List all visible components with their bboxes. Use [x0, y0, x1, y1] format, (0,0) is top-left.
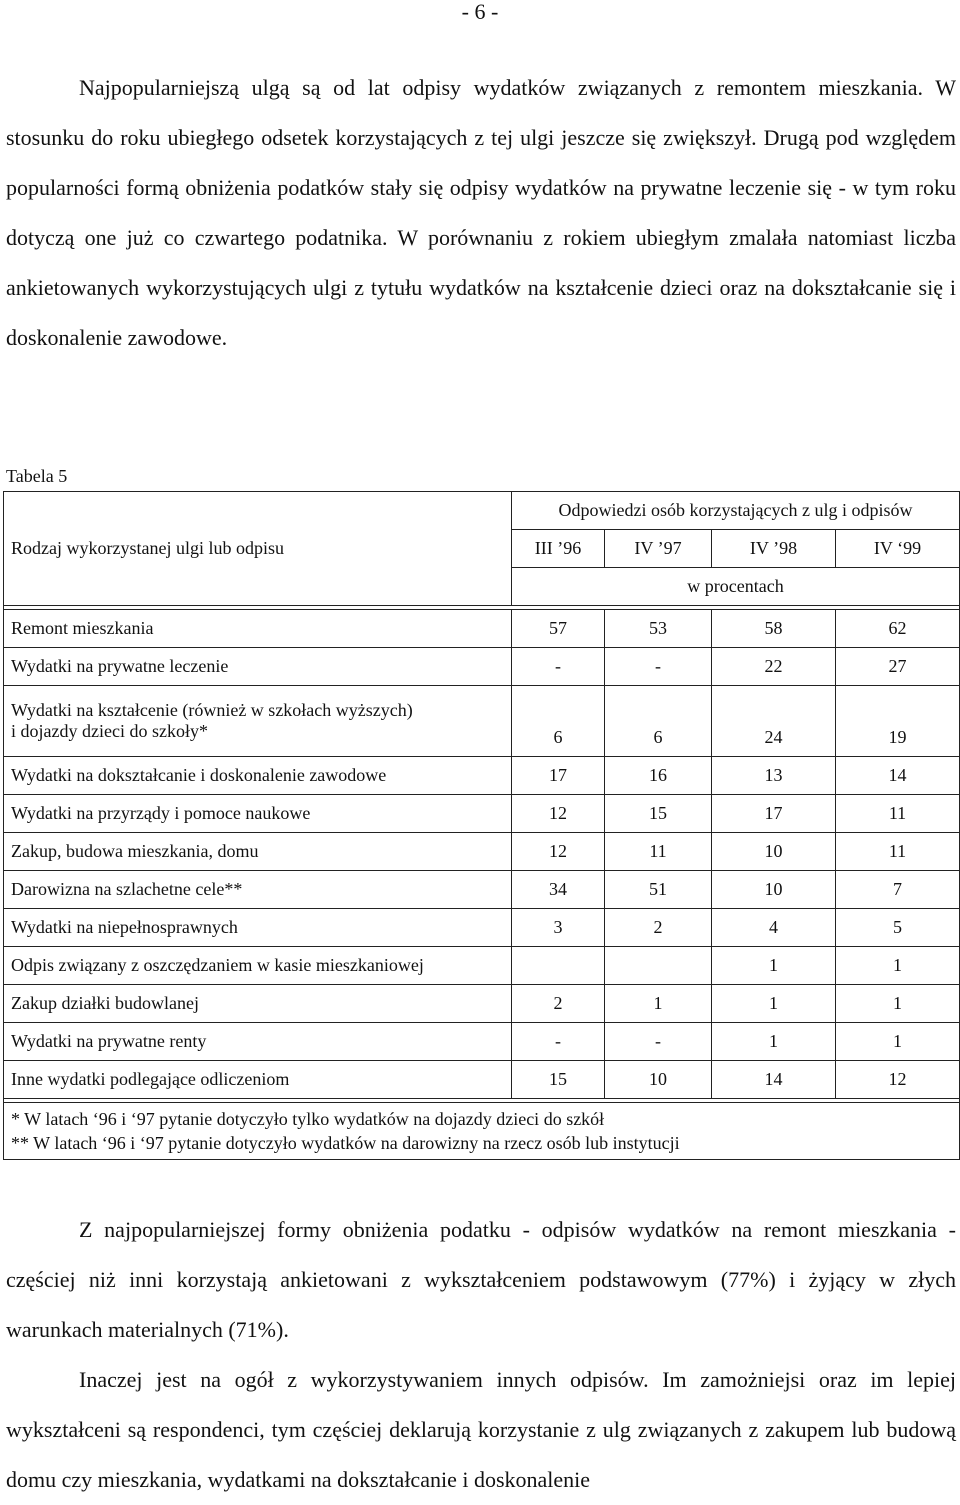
- cell-value: 62: [836, 610, 960, 648]
- table-header-row-1: [4, 492, 960, 530]
- table-row: [4, 686, 960, 757]
- table-row: [4, 833, 960, 871]
- cell-value: 17: [712, 795, 836, 833]
- cell-value: 6: [605, 686, 712, 757]
- cell-value: 27: [836, 648, 960, 686]
- paragraph-other-deductions: [6, 1355, 956, 1505]
- cell-value: -: [512, 648, 605, 686]
- table-row: [4, 610, 960, 648]
- cell-value: 7: [836, 871, 960, 909]
- page-number: - 6 -: [461, 0, 499, 24]
- cell-value: 2: [605, 909, 712, 947]
- table-row: [4, 947, 960, 985]
- row-label-line: i dojazdy dzieci do szkoły*: [11, 721, 208, 741]
- cell-value: 17: [512, 757, 605, 795]
- table-notes: [4, 1103, 960, 1160]
- row-label: Wydatki na prywatne renty: [4, 1023, 512, 1061]
- cell-value: -: [605, 648, 712, 686]
- cell-value: 58: [712, 610, 836, 648]
- paragraph-remont-text: Z najpopularniejszej formy obniżenia podatku - odpisów wydatków na remont mieszkania - częściej niż inni korzystają ankietowani z wykształceniem podstawowym (77%) i żyjący w złych warunkach materialnych (71%).: [6, 1217, 956, 1342]
- row-label: Odpis związany z oszczędzaniem w kasie mieszkaniowej: [4, 947, 512, 985]
- cell-value: 34: [512, 871, 605, 909]
- table-row: [4, 985, 960, 1023]
- cell-value: 11: [836, 795, 960, 833]
- cell-value: 1: [836, 947, 960, 985]
- column-header: IV ’98: [712, 530, 836, 568]
- cell-value: 10: [712, 871, 836, 909]
- table-row: [4, 648, 960, 686]
- cell-value: -: [605, 1023, 712, 1061]
- table-row: [4, 1061, 960, 1099]
- cell-value: 12: [512, 795, 605, 833]
- row-label: Wydatki na przyrządy i pomoce naukowe: [4, 795, 512, 833]
- group-header-cell: Odpowiedzi osób korzystających z ulg i odpisów: [512, 492, 960, 530]
- row-header-cell: Rodzaj wykorzystanej ulgi lub odpisu: [4, 492, 512, 606]
- row-label: Wydatki na prywatne leczenie: [4, 648, 512, 686]
- row-label: Wydatki na niepełnosprawnych: [4, 909, 512, 947]
- table-row: [4, 757, 960, 795]
- cell-value: -: [512, 1023, 605, 1061]
- cell-value: 3: [512, 909, 605, 947]
- cell-value: 14: [836, 757, 960, 795]
- cell-value: 1: [712, 985, 836, 1023]
- cell-value: 51: [605, 871, 712, 909]
- table-row: [4, 909, 960, 947]
- cell-value: 15: [512, 1061, 605, 1099]
- cell-value: 57: [512, 610, 605, 648]
- cell-value: 1: [836, 985, 960, 1023]
- cell-value: 11: [836, 833, 960, 871]
- column-header: IV ’97: [605, 530, 712, 568]
- paragraph-other-deductions-text: Inaczej jest na ogół z wykorzystywaniem innych odpisów. Im zamożniejsi oraz im lepiej wykształceni są respondenci, tym częściej deklarują korzystanie z ulg związanych z zakupem lub budową domu czy mieszkania, wydatkami na dokształcanie i doskonalenie: [6, 1367, 956, 1492]
- cell-value: 12: [836, 1061, 960, 1099]
- cell-value: 4: [712, 909, 836, 947]
- paragraph-intro: [6, 63, 956, 363]
- unit-cell: w procentach: [512, 568, 960, 606]
- row-label-line: Wydatki na kształcenie (również w szkołach wyższych): [11, 700, 413, 720]
- table-row: [4, 1023, 960, 1061]
- cell-value: 19: [836, 686, 960, 757]
- row-label: Darowizna na szlachetne cele**: [4, 871, 512, 909]
- cell-value: 16: [605, 757, 712, 795]
- survey-table: [3, 491, 960, 1160]
- cell-value: [605, 947, 712, 985]
- cell-value: [512, 947, 605, 985]
- cell-value: 1: [712, 947, 836, 985]
- table-row: [4, 795, 960, 833]
- row-label: Zakup, budowa mieszkania, domu: [4, 833, 512, 871]
- cell-value: 5: [836, 909, 960, 947]
- column-header: IV ‘99: [836, 530, 960, 568]
- row-label: Remont mieszkania: [4, 610, 512, 648]
- row-label: Wydatki na dokształcanie i doskonalenie zawodowe: [4, 757, 512, 795]
- cell-value: 12: [512, 833, 605, 871]
- table-footnote: ** W latach ‘96 i ‘97 pytanie dotyczyło wydatków na darowizny na rzecz osób lub instytucji: [11, 1133, 680, 1153]
- row-label: [4, 686, 512, 757]
- column-header: III ’96: [512, 530, 605, 568]
- table-label: Tabela 5: [6, 466, 68, 486]
- cell-value: 53: [605, 610, 712, 648]
- cell-value: 1: [712, 1023, 836, 1061]
- table-notes-row: [4, 1103, 960, 1160]
- cell-value: 10: [605, 1061, 712, 1099]
- row-label: Inne wydatki podlegające odliczeniom: [4, 1061, 512, 1099]
- cell-value: 1: [836, 1023, 960, 1061]
- cell-value: 15: [605, 795, 712, 833]
- cell-value: 2: [512, 985, 605, 1023]
- paragraph-remont: [6, 1205, 956, 1355]
- cell-value: 6: [512, 686, 605, 757]
- cell-value: 10: [712, 833, 836, 871]
- cell-value: 1: [605, 985, 712, 1023]
- cell-value: 22: [712, 648, 836, 686]
- cell-value: 13: [712, 757, 836, 795]
- cell-value: 11: [605, 833, 712, 871]
- row-label: Zakup działki budowlanej: [4, 985, 512, 1023]
- cell-value: 14: [712, 1061, 836, 1099]
- paragraph-intro-text: Najpopularniejszą ulgą są od lat odpisy wydatków związanych z remontem mieszkania. W stosunku do roku ubiegłego odsetek korzystających z tej ulgi jeszcze się zwiększył. Drugą pod względem popularności formą obniżenia podatków stały się odpisy wydatków na prywatne leczenie się - w tym roku dotyczą one już co czwartego podatnika. W porównaniu z rokiem ubiegłym zmalała natomiast liczba ankietowanych wykorzystujących ulgi z tytułu wydatków na kształcenie dzieci oraz na dokształcanie się i doskonalenie zawodowe.: [6, 75, 956, 350]
- table-footnote: * W latach ‘96 i ‘97 pytanie dotyczyło tylko wydatków na dojazdy dzieci do szkół: [11, 1109, 605, 1129]
- table-row: [4, 871, 960, 909]
- cell-value: 24: [712, 686, 836, 757]
